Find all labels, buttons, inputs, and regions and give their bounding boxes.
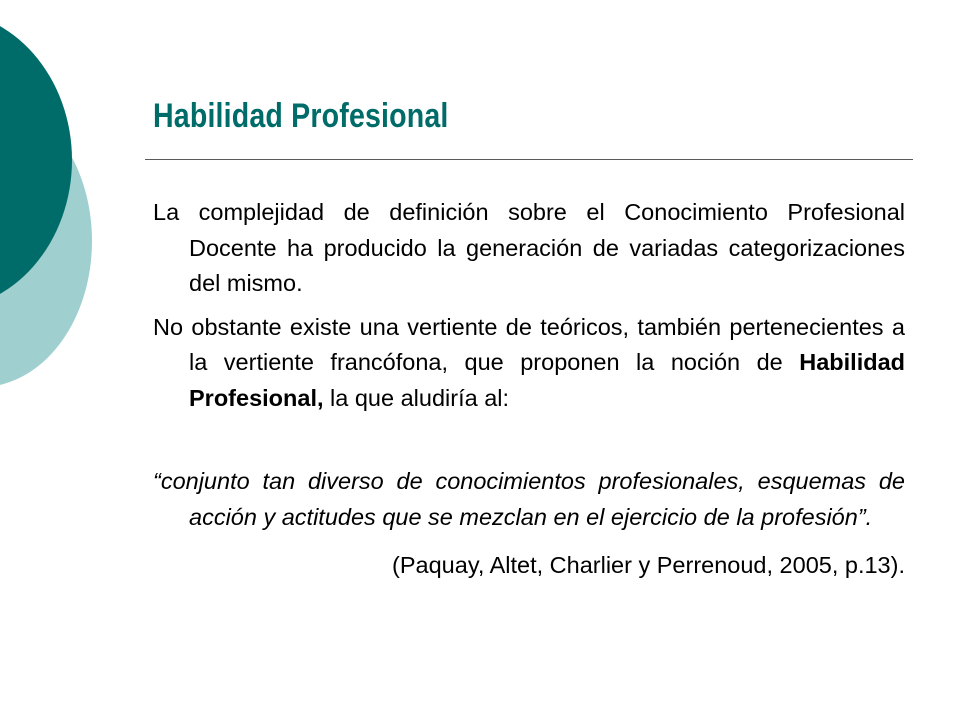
slide-title: Habilidad Profesional xyxy=(153,97,449,135)
paragraph-no-obstante xyxy=(153,310,905,417)
slide-body xyxy=(153,195,905,584)
title-divider xyxy=(145,159,913,160)
paragraph-complejidad: La complejidad de definición sobre el Conocimiento Profesional Docente ha producido la generación de variadas categorizaciones del mismo. xyxy=(153,199,905,296)
emphasis-habilidad-profesional: Habilidad Profesional, xyxy=(189,349,905,411)
quote-citation: (Paquay, Altet, Charlier y Perrenoud, 2005, p.13). xyxy=(392,552,905,578)
paragraph-text-after: la que aludiría al: xyxy=(323,384,510,411)
paragraph-text-before: No obstante existe una vertiente de teóricos, también pertenecientes a la vertiente francófona, que proponen la noción de xyxy=(153,313,905,375)
definition-quote: “conjunto tan diverso de conocimientos profesionales, esquemas de acción y actitudes que se mezclan en el ejercicio de la profesión”. xyxy=(153,468,905,530)
